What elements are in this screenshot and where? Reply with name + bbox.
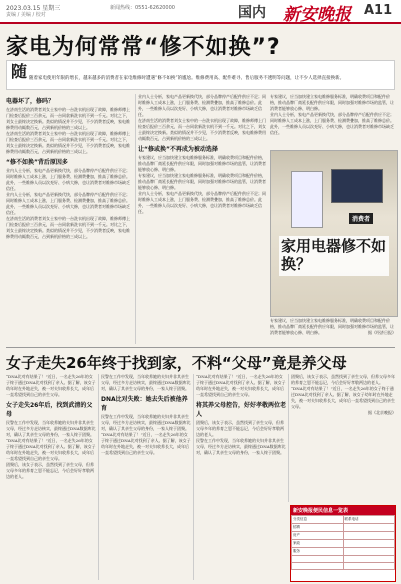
hotline: 新闻热线：0551-62620000 bbox=[110, 5, 175, 11]
subheading: 让“修或换”不再成为被动选择 bbox=[138, 146, 218, 153]
issue-date: 2023.03.15 星期三 bbox=[6, 5, 61, 12]
ad-table bbox=[291, 515, 395, 570]
article-column-3 bbox=[270, 94, 396, 148]
ad-cell bbox=[292, 556, 344, 563]
article-intro bbox=[6, 60, 395, 90]
classified-ad-box[interactable] bbox=[290, 505, 396, 582]
article2-column-2 bbox=[101, 374, 191, 580]
paragraph: 在济南生活的消费者刘女士家中的一台洗衣机出现了故障，维修师傅上门检查后报价三百余元，而一台同款新洗衣机不到一千元。对比之下，刘女士最终决定换新。类似的情况并不少见，不少消费者反映，家电维修费用动辄数百元，占到新机价格的三成以上。 bbox=[6, 107, 130, 130]
paragraph: 业内人士分析，家电产品更新换代快，部分品牌停产后配件供应不足；同时维修人工成本上涨，上门服务费、检测费叠加，推高了维修总价。此外，一些维修人员以次充好、小病大修，也让消费者对维修市场缺乏信任。 bbox=[138, 191, 266, 214]
paragraph: 专家建议，应当加快建立家电维修服务标准，明确收费项目和配件价格，推动品牌厂商延长配件供应年限，同时加强对维修市场的监管，让消费者能够放心修、明白修。 bbox=[270, 94, 394, 111]
paragraph: 业内人士分析，家电产品更新换代快，部分品牌停产后配件供应不足；同时维修人工成本上涨，上门服务费、检测费叠加，推高了维修总价。此外，一些维修人员以次充好、小病大修，也让消费者对维修市场缺乏信任。 bbox=[6, 168, 130, 191]
subheading: DNA比对失败：她去失后被他养育 bbox=[101, 396, 188, 412]
article-title[interactable]: 家电为何常常“修不如换”? bbox=[6, 35, 281, 60]
newspaper-logo: 新安晚报 bbox=[283, 5, 351, 25]
page-number: A11 bbox=[364, 3, 393, 18]
ad-cell bbox=[343, 548, 395, 556]
byline: 据《北京晚报》 bbox=[368, 410, 396, 415]
subheading: 女子走失26年后，找到武清的父母 bbox=[6, 402, 93, 418]
paragraph: 在济南生活的消费者刘女士家中的一台洗衣机出现了故障，维修师傅上门检查后报价三百余元，而一台同款新洗衣机不到一千元。对比之下，刘女士最终决定换新。类似的情况并不少见，不少消费者反映，家电维修费用动辄数百元，占到新机价格的三成以上。 bbox=[138, 118, 266, 141]
paragraph: 业内人士分析，家电产品更新换代快，部分品牌停产后配件供应不足；同时维修人工成本上涨，上门服务费、检测费叠加，推高了维修总价。此外，一些维修人员以次充好、小病大修，也让消费者对维修市场缺乏信任。 bbox=[138, 94, 266, 117]
ad-cell: 房产 bbox=[292, 532, 344, 540]
ad-cell: 联系电话 bbox=[343, 516, 395, 524]
ad-cell bbox=[292, 563, 344, 570]
illustration-badge: 消费者 bbox=[349, 213, 373, 224]
column-rule bbox=[135, 94, 136, 344]
ad-cell: 招聘 bbox=[292, 524, 344, 532]
paragraph: “DNA比对有结果了！”近日，一名走失26年的女子终于通过DNA比对找到了亲人。据了解，该女子幼年时在外地走失，被一对夫妇收养长大，成年后一直希望找到自己的亲生父母。 bbox=[101, 432, 191, 455]
paragraph: “DNA比对有结果了！”近日，一名走失26年的女子终于通过DNA比对找到了亲人。据了解，该女子幼年时在外地走失，被一对夫妇收养长大，成年后一直希望找到自己的亲生父母。 bbox=[6, 438, 96, 461]
intro-text: 随着家电使用年限的增长，越来越多的消费者在家电维修时遭遇“修不如换”的尴尬。维修费用高、配件难寻、售后服务不透明等问题，让不少人选择直接换新。 bbox=[29, 76, 345, 81]
ad-cell bbox=[343, 524, 395, 532]
fridge-illustration bbox=[291, 171, 323, 228]
ad-cell: 服务 bbox=[292, 548, 344, 556]
paragraph: “DNA比对有结果了！”近日，一名走失26年的女子终于通过DNA比对找到了亲人。据了解，该女子幼年时在外地走失，被一对夫妇收养长大，成年后一直希望找到自己的亲生父母。 bbox=[196, 374, 286, 397]
column-rule bbox=[193, 374, 194, 580]
paragraph: 专家建议，应当加快建立家电维修服务标准，明确收费项目和配件价格，推动品牌厂商延长配件供应年限，同时加强对维修市场的监管，让消费者能够放心修、明白修。 bbox=[138, 173, 266, 190]
ad-cell bbox=[343, 532, 395, 540]
paragraph: 在济南生活的消费者刘女士家中的一台洗衣机出现了故障，维修师傅上门检查后报价三百余元，而一台同款新洗衣机不到一千元。对比之下，刘女士最终决定换新。类似的情况并不少见，不少消费者反映，家电维修费用动辄数百元，占到新机价格的三成以上。 bbox=[6, 216, 130, 239]
subheading: 电器坏了，修吗？ bbox=[6, 98, 55, 105]
column-rule bbox=[98, 374, 99, 580]
paragraph: “DNA比对有结果了！”近日，一名走失26年的女子终于通过DNA比对找到了亲人。据了解，该女子幼年时在外地走失，被一对夫妇收养长大，成年后一直希望找到自己的亲生父母。 bbox=[6, 374, 96, 397]
paragraph: 民警在工作中发现，当年收养她的夫妇并非其亲生父母，经过多方走访核实，最终通过DNA数据库比对，确认了其亲生父母的身份，一家人终于团聚。 bbox=[101, 374, 191, 391]
article2-column-4 bbox=[291, 374, 396, 502]
ad-cell bbox=[343, 563, 395, 570]
subheading: 将其养父母控告，好好孝敬两位老人 bbox=[196, 402, 286, 418]
paragraph: “DNA比对有结果了！”近日，一名走失26年的女子终于通过DNA比对找到了亲人。据了解，该女子幼年时在外地走失，被一对夫妇收养长大，成年后一直希望找到自己的亲生父母。 bbox=[291, 386, 395, 409]
article2-column-1 bbox=[6, 374, 96, 580]
section-divider bbox=[6, 347, 395, 348]
article-column-2 bbox=[138, 94, 266, 344]
page-header bbox=[0, 0, 401, 24]
subheading: “修不如换”背后原因多 bbox=[6, 159, 68, 166]
byline: 据《经济日报》 bbox=[368, 330, 396, 335]
paragraph: 民警在工作中发现，当年收养她的夫妇并非其亲生父母，经过多方走访核实，最终通过DNA数据库比对，确认了其亲生父母的身份，一家人终于团聚。 bbox=[6, 420, 96, 437]
dropcap: 随 bbox=[11, 62, 28, 81]
section-name: 国内 bbox=[238, 5, 266, 21]
illustration-headline: 家用电器修不如换？ bbox=[281, 237, 387, 273]
paragraph: 专家建议，应当加快建立家电维修服务标准，明确收费项目和配件价格，推动品牌厂商延长配件供应年限，同时加强对维修市场的监管，让消费者能够放心修、明白修。 bbox=[270, 318, 394, 335]
article-title[interactable]: 女子走失26年终于找到家，不料“父母”竟是养父母 bbox=[6, 354, 347, 372]
article2-column-3 bbox=[196, 374, 286, 580]
paragraph: 团聚后，该女子表示，虽然找到了亲生父母，但养父母多年的养育之恩不能忘记，今后会好好孝敬两边的老人。 bbox=[196, 420, 284, 437]
article-column-3-bottom bbox=[270, 318, 396, 344]
ad-cell bbox=[343, 556, 395, 563]
column-rule bbox=[288, 374, 289, 502]
paragraph: 业内人士分析，家电产品更新换代快，部分品牌停产后配件供应不足；同时维修人工成本上涨，上门服务费、检测费叠加，推高了维修总价。此外，一些维修人员以次充好、小病大修，也让消费者对维修市场缺乏信任。 bbox=[6, 192, 130, 215]
ad-cell bbox=[343, 540, 395, 548]
paragraph: 民警在工作中发现，当年收养她的夫妇并非其亲生父母，经过多方走访核实，最终通过DNA数据库比对，确认了其亲生父母的身份，一家人终于团聚。 bbox=[196, 438, 286, 455]
ad-cell: 分类信息 bbox=[292, 516, 344, 524]
ad-cell: 家政 bbox=[292, 540, 344, 548]
paragraph: 民警在工作中发现，当年收养她的夫妇并非其亲生父母，经过多方走访核实，最终通过DNA数据库比对，确认了其亲生父母的身份，一家人终于团聚。 bbox=[101, 414, 191, 431]
article-column-1 bbox=[6, 94, 132, 344]
paragraph: 在济南生活的消费者刘女士家中的一台洗衣机出现了故障，维修师傅上门检查后报价三百余元，而一台同款新洗衣机不到一千元。对比之下，刘女士最终决定换新。类似的情况并不少见，不少消费者反映，家电维修费用动辄数百元，占到新机价格的三成以上。 bbox=[6, 131, 130, 154]
paragraph: 专家建议，应当加快建立家电维修服务标准，明确收费项目和配件价格，推动品牌厂商延长配件供应年限，同时加强对维修市场的监管，让消费者能够放心修、明白修。 bbox=[138, 155, 266, 172]
ad-title: 新安晚报便民信息一览表 bbox=[291, 506, 395, 515]
paragraph: 团聚后，该女子表示，虽然找到了亲生父母，但养父母多年的养育之恩不能忘记，今后会好好孝敬两边的老人。 bbox=[6, 462, 94, 479]
paragraph: 团聚后，该女子表示，虽然找到了亲生父母，但养父母多年的养育之恩不能忘记，今后会好好孝敬两边的老人。 bbox=[291, 374, 395, 385]
tv-illustration bbox=[331, 169, 383, 203]
editor-line: 责编 / 美编 / 校对 bbox=[6, 12, 46, 18]
article-illustration[interactable] bbox=[270, 150, 398, 317]
paragraph: 业内人士分析，家电产品更新换代快，部分品牌停产后配件供应不足；同时维修人工成本上涨，上门服务费、检测费叠加，推高了维修总价。此外，一些维修人员以次充好、小病大修，也让消费者对维修市场缺乏信任。 bbox=[270, 112, 394, 135]
